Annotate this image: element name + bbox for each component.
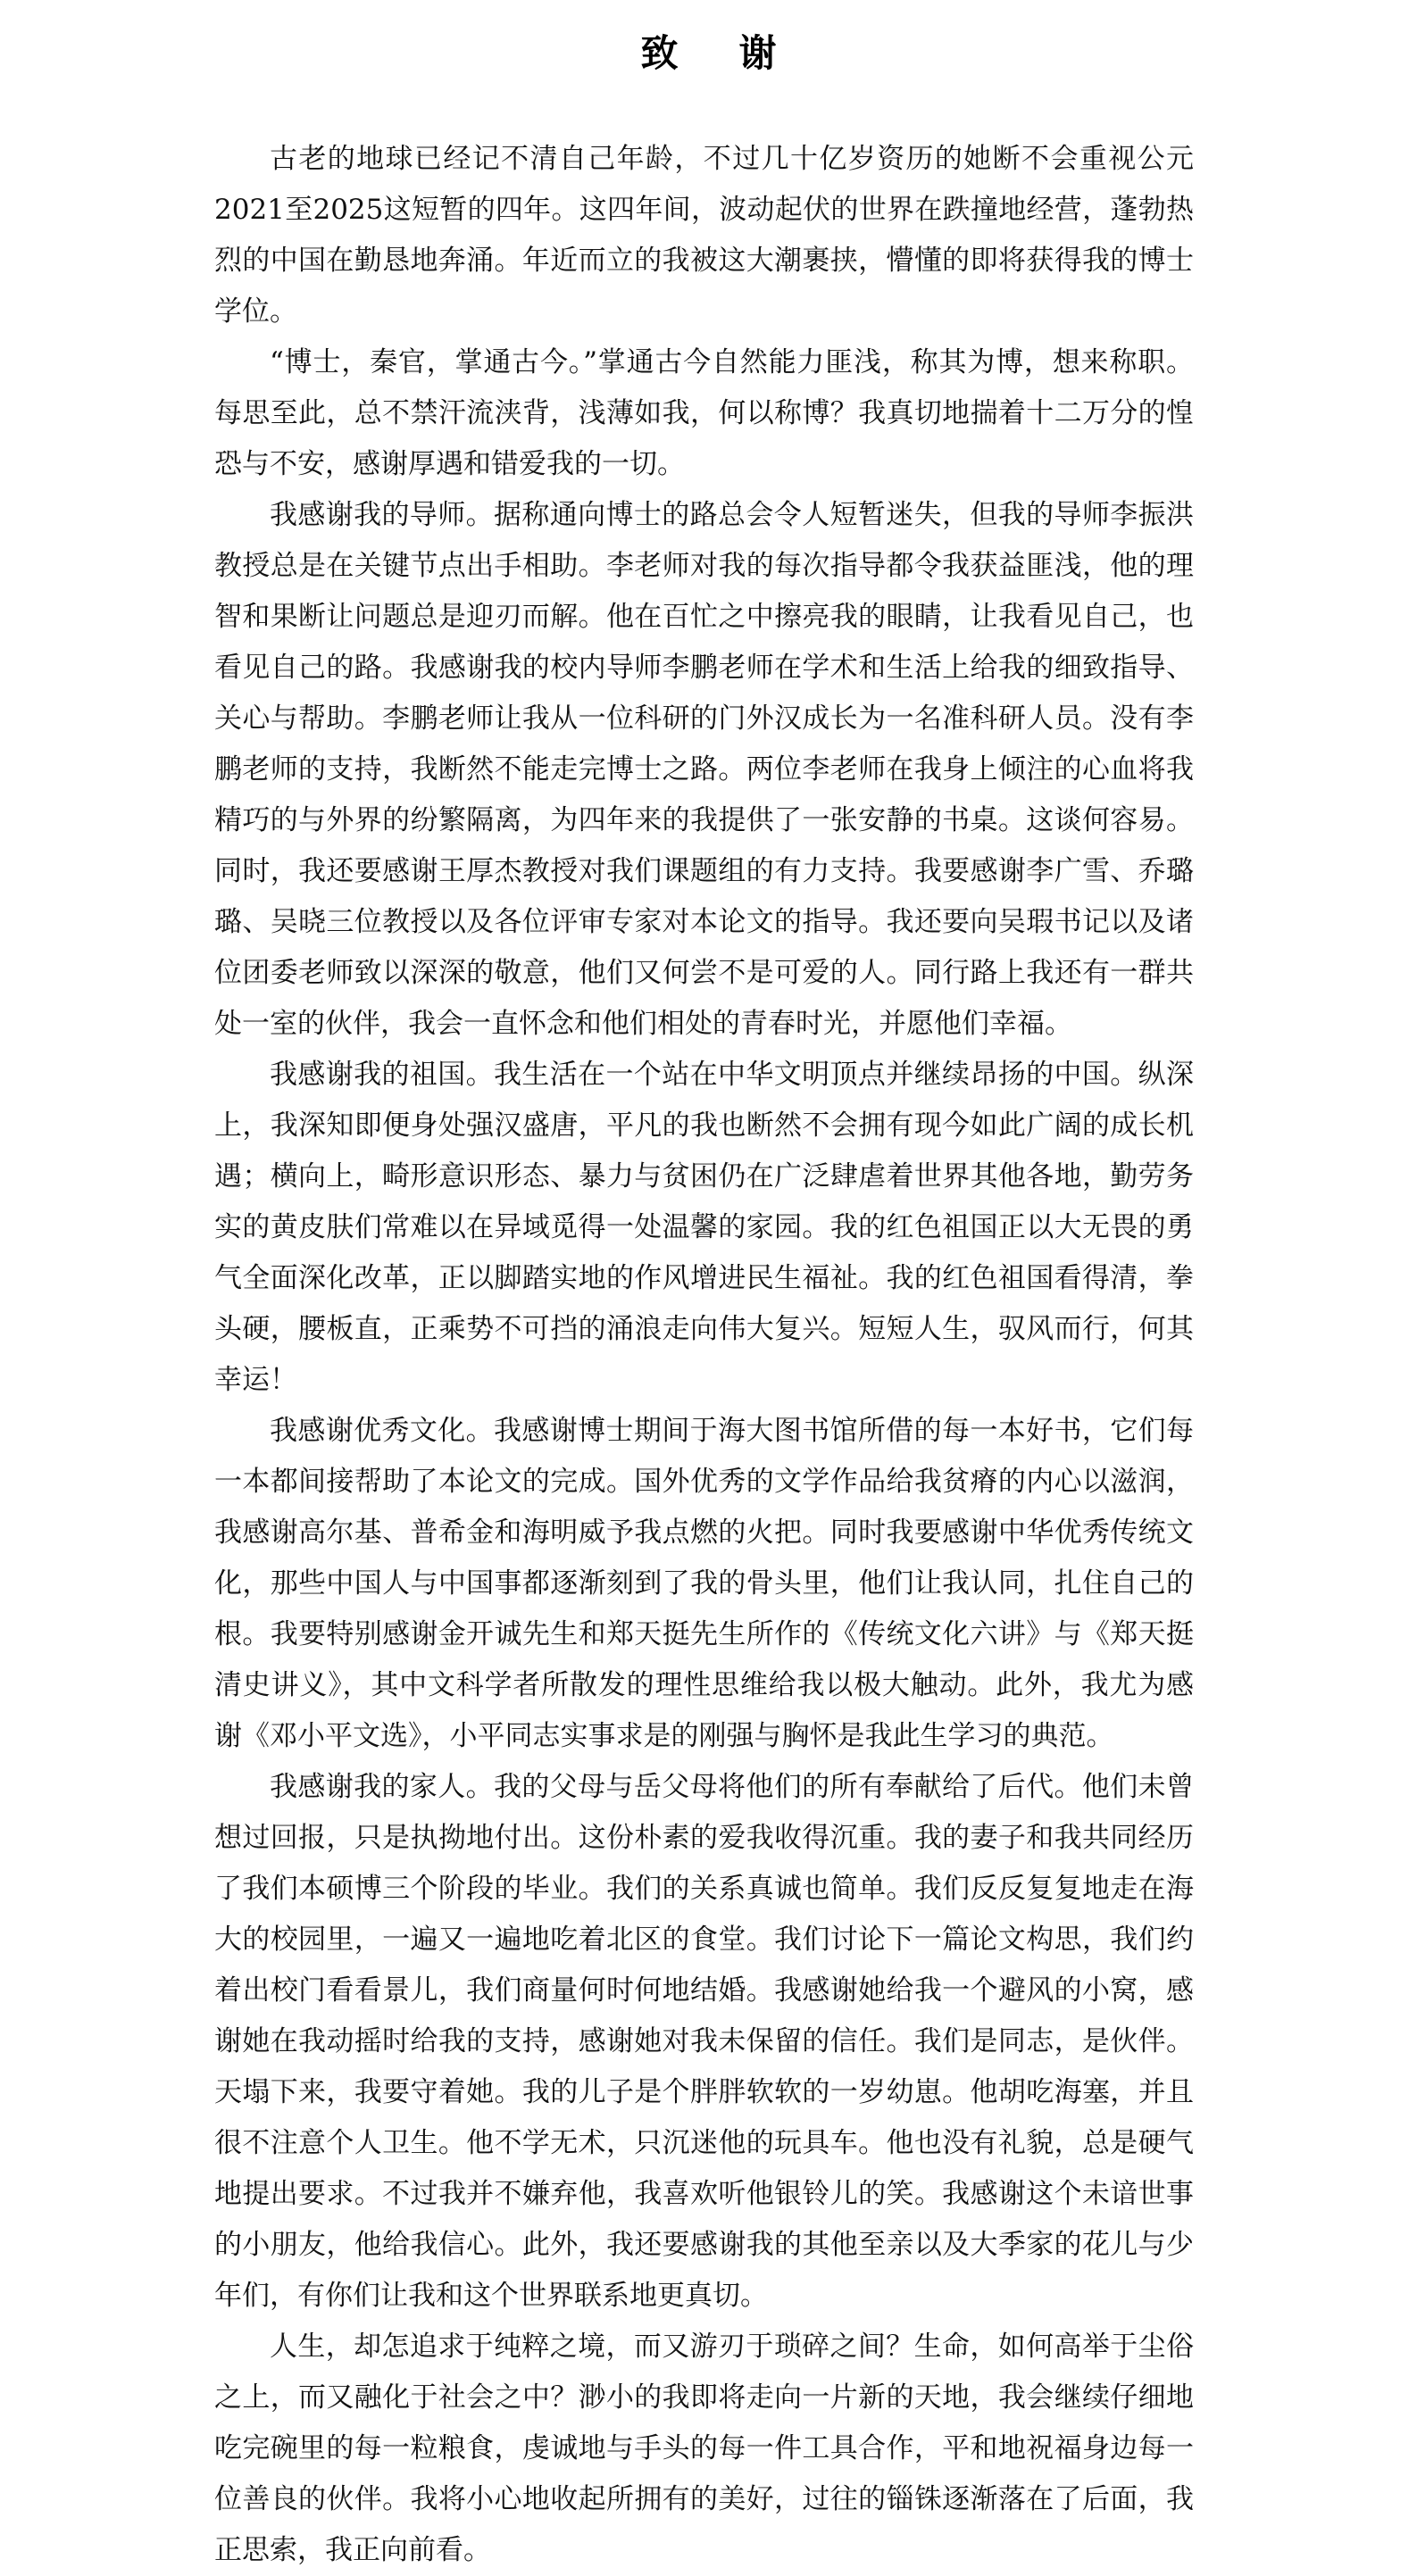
- acknowledgement-body: [214, 134, 1194, 2576]
- paragraph: 我感谢我的导师。据称通向博士的路总会令人短暂迷失，但我的导师李振洪教授总是在关键节点出手相助。李老师对我的每次指导都令我获益匪浅，他的理智和果断让问题总是迎刃而解。他在百忙之中擦亮我的眼睛，让我看见自己，也看见自己的路。我感谢我的校内导师李鹏老师在学术和生活上给我的细致指导、关心与帮助。李鹏老师让我从一位科研的门外汉成长为一名准科研人员。没有李鹏老师的支持，我断然不能走完博士之路。两位李老师在我身上倾注的心血将我精巧的与外界的纷繁隔离，为四年来的我提供了一张安静的书桌。这谈何容易。同时，我还要感谢王厚杰教授对我们课题组的有力支持。我要感谢李广雪、乔璐璐、吴晓三位教授以及各位评审专家对本论文的指导。我还要向吴瑕书记以及诸位团委老师致以深深的敬意，他们又何尝不是可爱的人。同行路上我还有一群共处一室的伙伴，我会一直怀念和他们相处的青春时光，并愿他们幸福。: [214, 499, 1194, 1040]
- paragraph: 我感谢我的家人。我的父母与岳父母将他们的所有奉献给了后代。他们未曾想过回报，只是执拗地付出。这份朴素的爱我收得沉重。我的妻子和我共同经历了我们本硕博三个阶段的毕业。我们的关系真诚也简单。我们反反复复地走在海大的校园里，一遍又一遍地吃着北区的食堂。我们讨论下一篇论文构思，我们约着出校门看看景儿，我们商量何时何地结婚。我感谢她给我一个避风的小窝，感谢她在我动摇时给我的支持，感谢她对我未保留的信任。我们是同志，是伙伴。天塌下来，我要守着她。我的儿子是个胖胖软软的一岁幼崽。他胡吃海塞，并且很不注意个人卫生。他不学无术，只沉迷他的玩具车。他也没有礼貌，总是硬气地提出要求。不过我并不嫌弃他，我喜欢听他银铃儿的笑。我感谢这个未谙世事的小朋友，他给我信心。此外，我还要感谢我的其他至亲以及大季家的花儿与少年们，有你们让我和这个世界联系地更真切。: [214, 1771, 1194, 2312]
- paragraph: “博士，秦官，掌通古今。”掌通古今自然能力匪浅，称其为博，想来称职。每思至此，总不禁汗流浃背，浅薄如我，何以称博？我真切地揣着十二万分的惶恐与不安，感谢厚遇和错爱我的一切。: [214, 346, 1194, 480]
- page-title: 致谢: [640, 31, 838, 75]
- paragraph: 我感谢我的祖国。我生活在一个站在中华文明顶点并继续昂扬的中国。纵深上，我深知即便身处强汉盛唐，平凡的我也断然不会拥有现今如此广阔的成长机遇；横向上，畸形意识形态、暴力与贫困仍在广泛肆虐着世界其他各地，勤劳务实的黄皮肤们常难以在异域觅得一处温馨的家园。我的红色祖国正以大无畏的勇气全面深化改革，正以脚踏实地的作风增进民生福祉。我的红色祖国看得清，拳头硬，腰板直，正乘势不可挡的涌浪走向伟大复兴。短短人生，驭风而行，何其幸运！: [214, 1059, 1194, 1396]
- paragraph: 人生，却怎追求于纯粹之境，而又游刃于琐碎之间？生命，如何高举于尘俗之上，而又融化于社会之中？渺小的我即将走向一片新的天地，我会继续仔细地吃完碗里的每一粒粮食，虔诚地与手头的每一件工具合作，平和地祝福身边每一位善良的伙伴。我将小心地收起所拥有的美好，过往的锱铢逐渐落在了后面，我正思索，我正向前看。: [214, 2331, 1194, 2566]
- paragraph: 我感谢优秀文化。我感谢博士期间于海大图书馆所借的每一本好书，它们每一本都间接帮助了本论文的完成。国外优秀的文学作品给我贫瘠的内心以滋润，我感谢高尔基、普希金和海明威予我点燃的火把。同时我要感谢中华优秀传统文化，那些中国人与中国事都逐渐刻到了我的骨头里，他们让我认同，扎住自己的根。我要特别感谢金开诚先生和郑天挺先生所作的《传统文化六讲》与《郑天挺清史讲义》，其中文科学者所散发的理性思维给我以极大触动。此外，我尤为感谢《邓小平文选》，小平同志实事求是的刚强与胸怀是我此生学习的典范。: [214, 1415, 1194, 1752]
- paragraph: 古老的地球已经记不清自己年龄，不过几十亿岁资历的她断不会重视公元2021至2025这短暂的四年。这四年间，波动起伏的世界在跌撞地经营，蓬勃热烈的中国在勤恳地奔涌。年近而立的我被这大潮裹挟，懵懂的即将获得我的博士学位。: [214, 143, 1194, 328]
